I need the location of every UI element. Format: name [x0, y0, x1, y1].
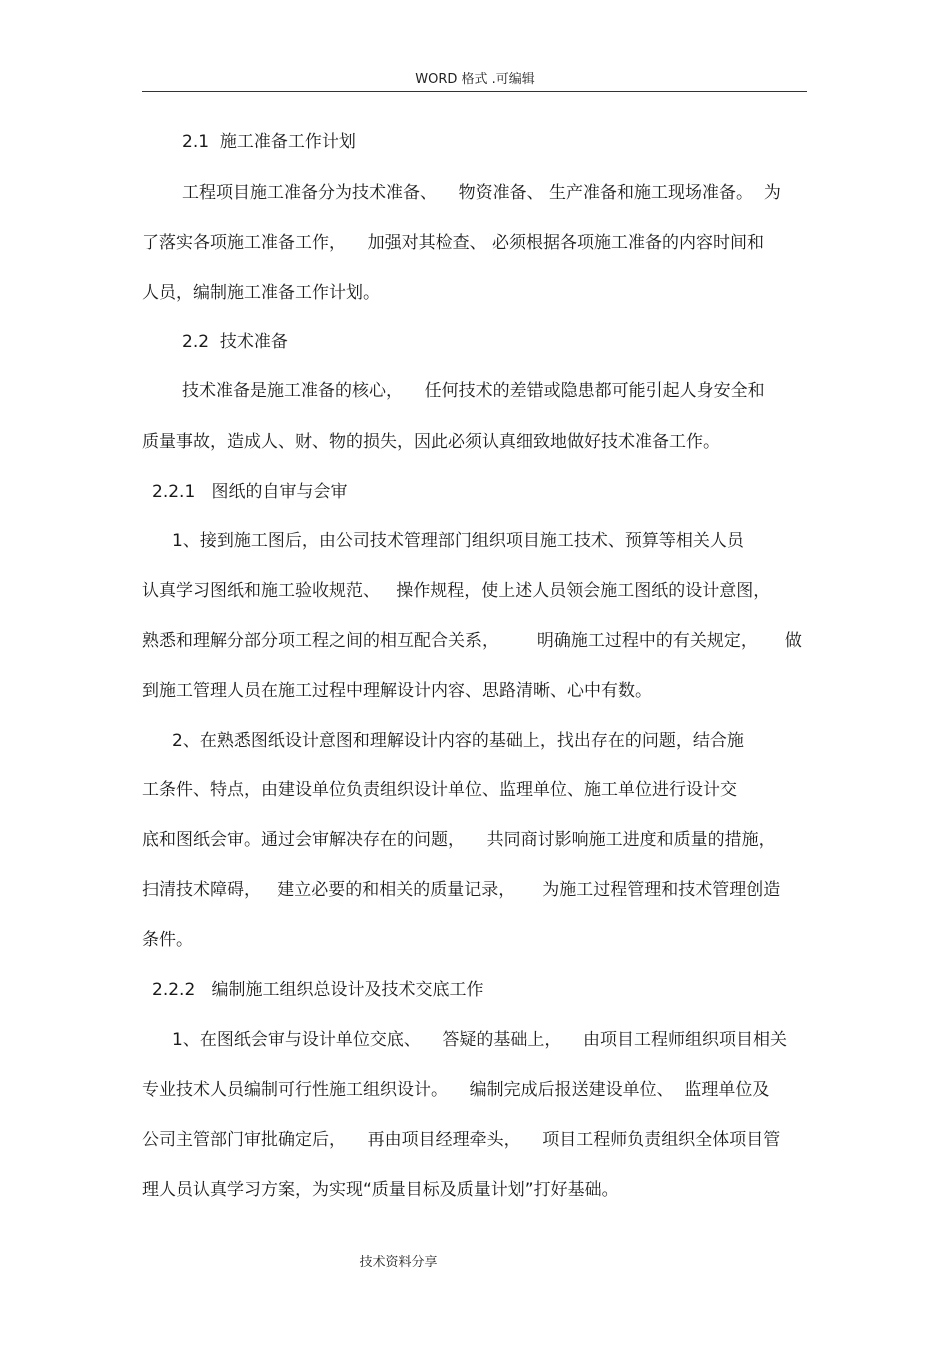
paragraph-line: 认真学习图纸和施工验收规范、 操作规程，使上述人员领会施工图纸的设计意图，	[142, 581, 771, 601]
section-heading-2-2-2: 2.2.2 编制施工组织总设计及技术交底工作	[152, 980, 484, 1000]
section-heading-2-1: 2.1 施工准备工作计划	[182, 132, 356, 152]
paragraph-line: 熟悉和理解分部分项工程之间的相互配合关系， 明确施工过程中的有关规定， 做	[142, 631, 802, 651]
paragraph-line: 扫清技术障碍， 建立必要的和相关的质量记录， 为施工过程管理和技术管理创造	[142, 880, 781, 900]
paragraph-line: 公司主管部门审批确定后， 再由项目经理牵头， 项目工程师负责组织全体项目管	[142, 1130, 781, 1150]
paragraph-line: 2、在熟悉图纸设计意图和理解设计内容的基础上，找出存在的问题，结合施	[172, 731, 744, 751]
paragraph-line: 条件。	[142, 930, 193, 950]
paragraph-line: 理人员认真学习方案，为实现“质量目标及质量计划”打好基础。	[142, 1180, 619, 1200]
page-header: WORD 格式 .可编辑	[415, 72, 535, 87]
paragraph-line: 1、在图纸会审与设计单位交底、 答疑的基础上， 由项目工程师组织项目相关	[172, 1030, 788, 1050]
paragraph-line: 质量事故，造成人、财、物的损失，因此必须认真细致地做好技术准备工作。	[142, 432, 720, 452]
paragraph-line: 底和图纸会审。通过会审解决存在的问题， 共同商讨影响施工进度和质量的措施，	[142, 830, 776, 850]
paragraph-line: 到施工管理人员在施工过程中理解设计内容、思路清晰、心中有数。	[142, 681, 652, 701]
paragraph-line: 工条件、特点，由建设单位负责组织设计单位、监理单位、施工单位进行设计交	[142, 780, 737, 800]
page-footer: 技术资料分享	[359, 1255, 438, 1270]
section-heading-2-2: 2.2 技术准备	[182, 332, 288, 352]
paragraph-line: 技术准备是施工准备的核心， 任何技术的差错或隐患都可能引起人身安全和	[182, 381, 765, 401]
section-heading-2-2-1: 2.2.1 图纸的自审与会审	[152, 482, 348, 502]
paragraph-line: 了落实各项施工准备工作， 加强对其检查、 必须根据各项施工准备的内容时间和	[142, 233, 765, 253]
paragraph-line: 人员，编制施工准备工作计划。	[142, 283, 380, 303]
paragraph-line: 1、接到施工图后，由公司技术管理部门组织项目施工技术、预算等相关人员	[172, 531, 744, 551]
paragraph-line: 工程项目施工准备分为技术准备、 物资准备、 生产准备和施工现场准备。 为	[182, 183, 781, 203]
header-divider	[142, 91, 807, 92]
paragraph-line: 专业技术人员编制可行性施工组织设计。 编制完成后报送建设单位、 监理单位及	[142, 1080, 770, 1100]
